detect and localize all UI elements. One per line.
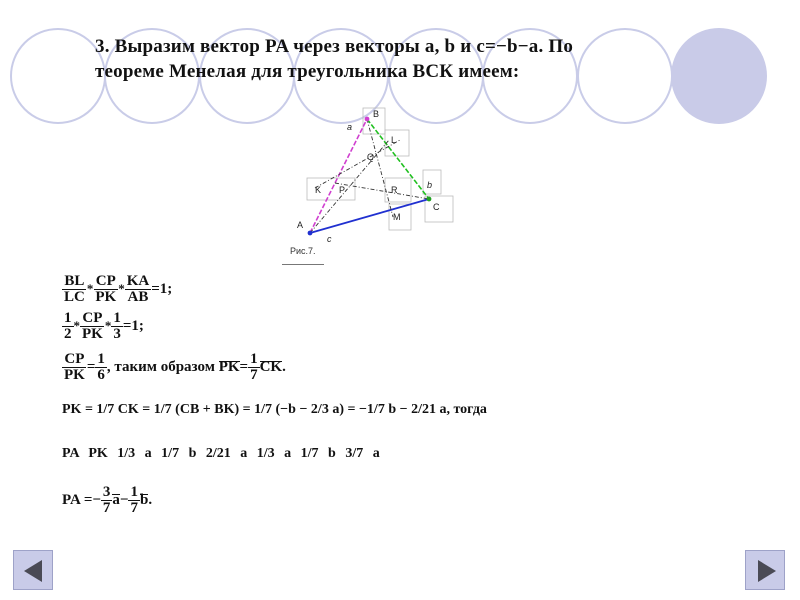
decor-circle-1 (10, 28, 106, 124)
label-M: M (393, 212, 401, 222)
formula-line-1: $\frac{BL}{LC}$ * $\frac{CP}{PK}$ * $\frac{KA}{AB}$ =1; (64, 273, 173, 305)
formula-line-3: $\frac{CP}{PK}$ = $\frac{1}{6}$ , таким образом PK= $\frac{1}{7}$ CK. (64, 351, 286, 383)
arrow-left-icon (14, 551, 54, 591)
label-b: b (427, 180, 433, 190)
label-P: P (339, 185, 346, 195)
figure-caption: Рис.7. (290, 246, 316, 256)
heading-line-2: теореме Менелая для треугольника ВСК имеем: (95, 61, 520, 82)
heading-line-1: 3. Выразим вектор PA через векторы a, b и c=−b−a. По (95, 36, 574, 57)
triangle-figure (285, 100, 475, 270)
label-B: B (373, 109, 380, 119)
label-c: c (327, 234, 332, 244)
formula-line-5: PA PK 1/3 a 1/7 b 2/21 a 1/3 a 1/7 b 3/7 a (62, 446, 380, 461)
label-C: C (433, 202, 440, 212)
previous-slide-button[interactable] (13, 550, 53, 590)
caption-underline (282, 264, 324, 265)
label-L: L (391, 135, 397, 145)
label-R: R (391, 185, 398, 195)
arrow-right-icon (746, 551, 786, 591)
label-K: K (315, 185, 322, 195)
formula-line-6: PA =− $\frac{3}{7}$ a− $\frac{1}{7}$ b. (62, 484, 153, 516)
formula-line-2: $\frac{1}{2}$ * $\frac{CP}{PK}$ * $\frac{1}{3}$ =1; (64, 310, 144, 342)
label-Q: Q (367, 152, 375, 162)
formula-line-4: PK = 1/7 CK = 1/7 (CB + BK) = 1/7 (−b − 2/3 a) = −1/7 b − 2/21 a, тогда (62, 402, 487, 417)
label-A: A (297, 220, 304, 230)
label-a: a (347, 122, 353, 132)
side-bc (367, 119, 429, 199)
slide-heading (95, 34, 705, 84)
next-slide-button[interactable] (745, 550, 785, 590)
